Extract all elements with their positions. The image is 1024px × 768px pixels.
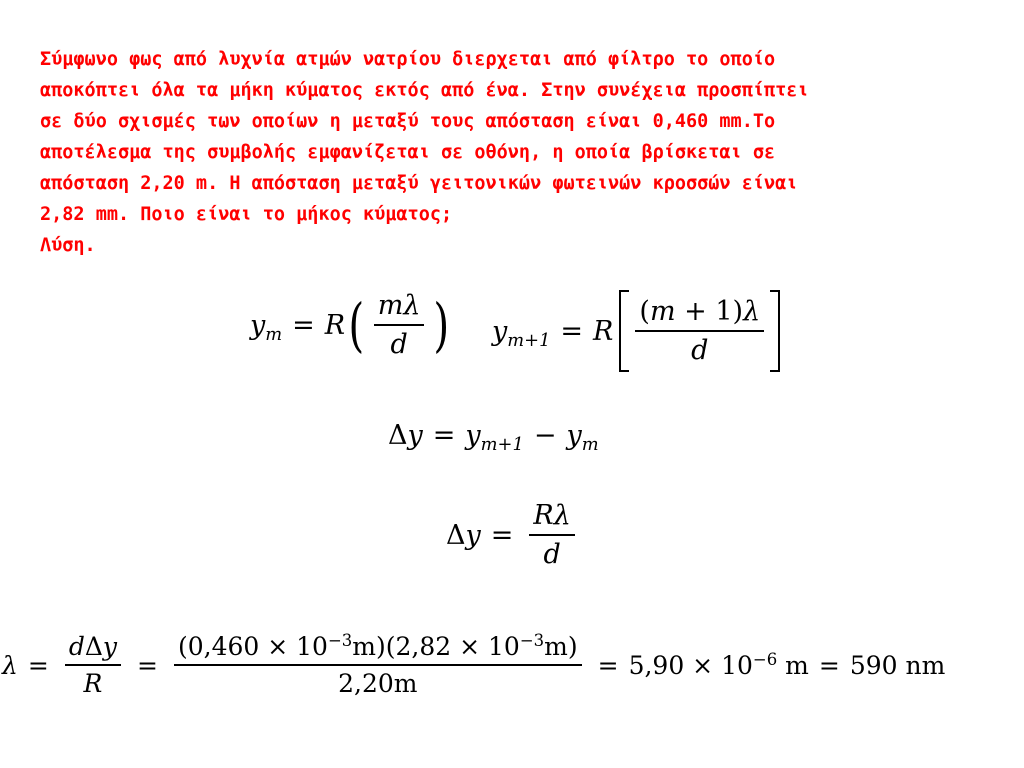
eq1-lhs: $y_m$ (250, 309, 283, 345)
eq4-numerator: Rλ (533, 500, 571, 531)
eq5-equals-d: = (818, 650, 840, 680)
problem-line-5: απόσταση 2,20 m. Η απόσταση μεταξύ γειτονικών φωτεινών κροσσών είναι (40, 173, 798, 194)
eq5-frac2-numerator: $(0,460 \times 10^{-3}m)(2,82 \times 10^{-3}m)$ (177, 630, 578, 661)
eq5-lhs: λ (2, 650, 18, 680)
problem-line-1: Σύμφωνο φως από λυχνία ατμών νατρίου διερχεται από φίλτρο το οποίο (40, 49, 776, 70)
eq2-equals: = (560, 315, 584, 347)
eq4-fraction (529, 500, 574, 570)
eq2-left-bracket (619, 290, 629, 372)
problem-line-6: 2,82 mm. Ποιο είναι το μήκος κύματος; (40, 204, 453, 225)
eq5-equals-c: = (597, 650, 619, 680)
eq4-lhs: Δy (446, 519, 481, 551)
eq5-equals-b: = (137, 650, 158, 680)
eq2-right-bracket (770, 290, 780, 372)
eq1-left-paren: ( (348, 291, 365, 359)
eq5-frac1-denominator: R (65, 664, 121, 698)
equation-wavelength-result (2, 632, 945, 698)
equation-ym1 (492, 290, 786, 372)
eq4-equals: = (490, 519, 514, 551)
eq3-lhs: Δy (388, 420, 423, 451)
problem-line-2: αποκόπτει όλα τα μήκη κύματος εκτός από ένα. Στην συνέχεια προσπίπτει (40, 80, 809, 101)
eq3-minus: − (533, 420, 557, 451)
equation-delta-y-formula (446, 500, 581, 570)
eq2-R: R (593, 315, 614, 347)
eq5-fraction-symbolic (65, 632, 121, 698)
eq4-denominator: d (529, 534, 574, 570)
eq3-term2: $y_m$ (566, 420, 599, 456)
eq5-fraction-numeric (174, 632, 582, 698)
problem-statement (40, 44, 990, 261)
eq5-final-answer: 590 nm (849, 650, 946, 680)
eq2-lhs: $y_{m+1}$ (492, 315, 551, 351)
eq1-equals: = (292, 309, 315, 341)
eq1-right-paren: ) (433, 291, 450, 359)
problem-line-3: σε δύο σχισμές των οποίων η μεταξύ τους απόσταση είναι 0,460 mm.Το (40, 111, 776, 132)
eq5-frac2-denominator: 2,20m (174, 664, 582, 698)
eq2-numerator: (m + 1)λ (639, 296, 761, 327)
eq5-result-scientific: $5,90 \times 10^{-6}$ m (628, 649, 809, 680)
eq3-term1: $y_{m+1}$ (465, 420, 524, 456)
eq1-numerator: mλ (377, 290, 421, 321)
eq3-equals: = (432, 420, 456, 451)
eq5-equals-a: = (27, 650, 49, 680)
eq5-frac1-numerator: dΔy (68, 632, 118, 661)
eq1-denominator: d (374, 324, 425, 360)
eq1-fraction (374, 290, 425, 360)
eq2-fraction (635, 296, 764, 366)
eq1-R: R (324, 309, 346, 341)
eq2-denominator: d (635, 330, 764, 366)
equation-delta-y-difference (388, 420, 599, 456)
problem-line-4: αποτέλεσμα της συμβολής εμφανίζεται σε οθόνη, η οποία βρίσκεται σε (40, 142, 776, 163)
solution-label: Λύση. (40, 235, 96, 256)
equation-ym (250, 290, 453, 360)
